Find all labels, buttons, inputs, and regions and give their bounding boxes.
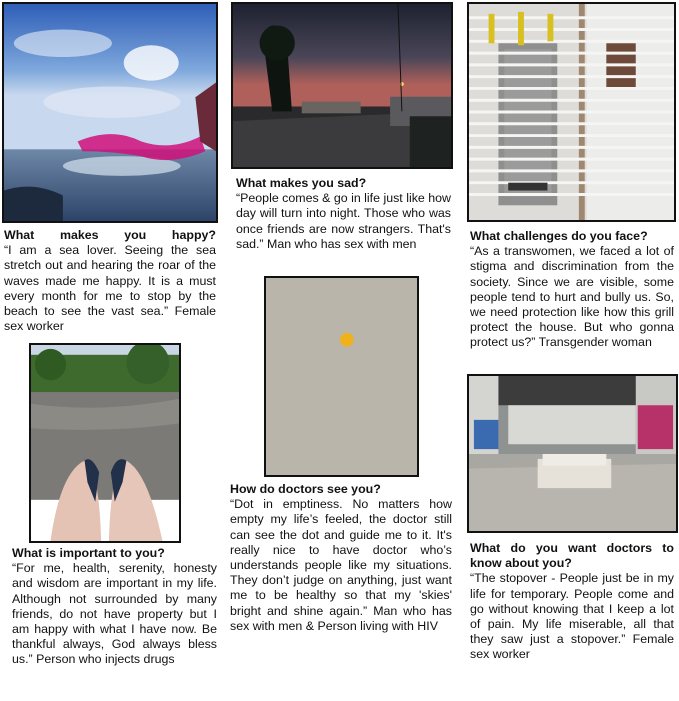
- speaker-doctors-know: Female sex worker: [470, 632, 674, 662]
- speaker-happy: Female sex worker: [4, 304, 216, 334]
- photo-feet-road: [29, 343, 181, 543]
- caption-challenges: [470, 229, 674, 351]
- answer-sad: “People comes & go in life just like how day will turn into night. Those who was once friends are now strangers. That's sad.”: [236, 191, 451, 251]
- caption-sad: [236, 176, 451, 252]
- caption-doctors-see: [230, 482, 452, 634]
- answer-happy: “I am a sea lover. Seeing the sea stretch out and hearing the roar of the waves made me happy. It is a must every month for me to stop by the beach to see the vast sea.”: [4, 243, 216, 319]
- caption-important: [12, 546, 217, 668]
- question-doctors-know: What do you want doctors to know about you?: [470, 541, 674, 571]
- photo-dusk-street: [231, 2, 453, 169]
- photo-sea-scarf: [2, 2, 218, 223]
- question-challenges: What challenges do you face?: [470, 229, 648, 243]
- answer-challenges: “As a transwomen, we faced a lot of stigma and discrimination from the society. Since we are visible, some people tend to hurt and bully us. So, we need protection like how this grill protect the house. But who gonna protect us?”: [470, 244, 674, 350]
- speaker-sad: Man who has sex with men: [267, 236, 417, 251]
- photo-sun-dot: [264, 276, 419, 477]
- speaker-important: Person who injects drugs: [36, 652, 175, 667]
- question-sad: What makes you sad?: [236, 176, 367, 190]
- question-happy: What makes you happy?: [4, 228, 216, 242]
- question-important: What is important to you?: [12, 546, 165, 560]
- photo-sofa-warehouse: [467, 374, 678, 533]
- caption-doctors-know: [470, 541, 674, 663]
- answer-doctors-see: “Dot in emptiness. No matters how empty my life’s feeled, the doctor still can see the dot and guide me to it. It's really nice to have doctor who’s understands people like my situations. They don’t judge on anything, just want me to be healthy so that my 'skies' bright and shine again.”: [230, 497, 452, 618]
- speaker-doctors-see: Man who has sex with men & Person living with HIV: [230, 603, 452, 633]
- speaker-challenges: Transgender woman: [538, 335, 652, 350]
- answer-doctors-know: “The stopover - People just be in my life for temporary. People come and go without knowing that I keep a lot of pain. My life miserable, all that they saw just a stopover.”: [470, 571, 674, 647]
- photo-gate-grill: [467, 2, 676, 222]
- answer-important: “For me, health, serenity, honesty and wisdom are important in my life. Although not surrounded by many friends, do not have property but I am happy with what I have now. Be thankful always, God always bless us.”: [12, 561, 217, 667]
- caption-happy: [4, 228, 216, 334]
- question-doctors-see: How do doctors see you?: [230, 482, 381, 496]
